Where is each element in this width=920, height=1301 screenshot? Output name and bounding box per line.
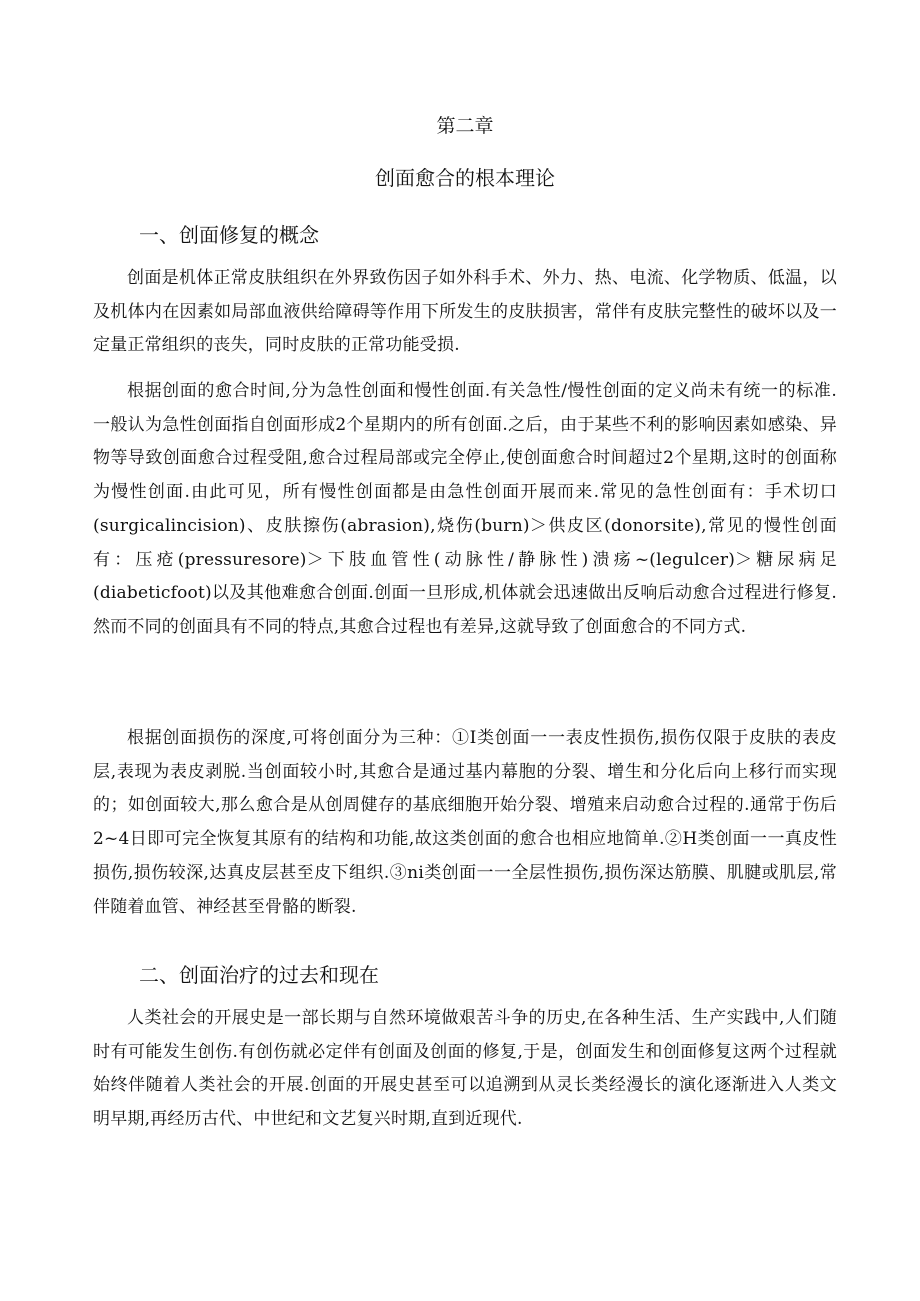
paragraph-wound-depth: 根据创面损伤的深度,可将创面分为三种：①I类创面一一表皮性损伤,损伤仅限于皮肤的表皮层,表现为表皮剥脱.当创面较小时,其愈合是通过基内幕胞的分裂、增生和分化后向上移行而实现的；如创面较大,那么愈合是从创周健存的基底细胞开始分裂、增殖来启动愈合过程的.通常于伤后2~4日即可完全恢复其原有的结构和功能,故这类创面的愈合也相应地简单.②H类创面一一真皮性损伤,损伤较深,达真皮层甚至皮下组织.③ni类创面一一全层性损伤,损伤深达筋膜、肌腱或肌层,常伴随着血管、神经甚至骨骼的断裂.	[93, 728, 837, 917]
section-heading-history: 二、创面治疗的过去和现在	[139, 963, 379, 987]
document-title: 创面愈合的根本理论	[375, 166, 555, 190]
chapter-heading: 第二章	[436, 115, 494, 137]
paragraph-history: 人类社会的开展史是一部长期与自然环境做艰苦斗争的历史,在各种生活、生产实践中,人们随时有可能发生创伤.有创伤就必定伴有创面及创面的修复,于是，创面发生和创面修复这两个过程就始终伴随着人类社会的开展.创面的开展史甚至可以追溯到从灵长类经漫长的演化逐渐进入人类文明早期,再经历古代、中世纪和文艺复兴时期,直到近现代.	[93, 1008, 837, 1130]
paragraph-acute-chronic: 根据创面的愈合时间,分为急性创面和慢性创面.有关急性/慢性创面的定义尚未有统一的标准.一般认为急性创面指自创面形成2个星期内的所有创面.之后，由于某些不利的影响因素如感染、异物等导致创面愈合过程受阻,愈合过程局部或完全停止,使创面愈合时间超过2个星期,这时的创面称为慢性创面.由此可见，所有慢性创面都是由急性创面开展而来.常见的急性创面有：手术切口(surgicalincision)、皮肤擦伤(abrasion),烧伤(burn)＞供皮区(donorsite),常见的慢性创面有：压疮(pressuresore)＞下肢血管性(动脉性/静脉性)溃疡~(legulcer)＞糖尿病足(diabeticfoot)以及其他难愈合创面.创面一旦形成,机体就会迅速做出反响后动愈合过程进行修复.然而不同的创面具有不同的特点,其愈合过程也有差异,这就导致了创面愈合的不同方式.	[93, 381, 837, 637]
section-heading-concept: 一、创面修复的概念	[139, 223, 319, 247]
paragraph-wound-definition: 创面是机体正常皮肤组织在外界致伤因子如外科手术、外力、热、电流、化学物质、低温，以及机体内在因素如局部血液供给障碍等作用下所发生的皮肤损害，常伴有皮肤完整性的破坏以及一定量正常组织的丧失，同时皮肤的正常功能受损.	[93, 268, 837, 356]
